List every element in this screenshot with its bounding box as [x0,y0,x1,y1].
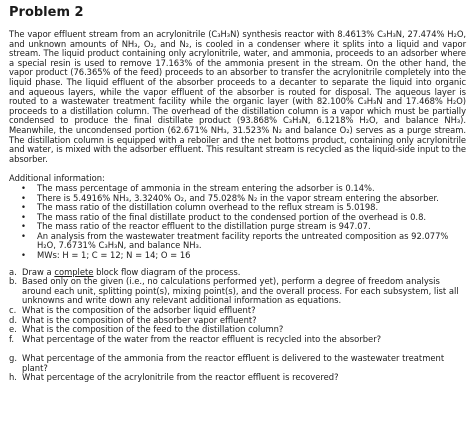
info-bullet-text: MWs: H = 1; C = 12; N = 14; O = 16 [37,250,191,261]
info-bullet-text: The mass ratio of the distillation column overhead to the reflux stream is 5.0198. [37,202,379,213]
info-bullet-text: The mass ratio of the final distillate product to the condensed portion of the overhead is 0.8. [37,211,427,222]
task-item [9,277,466,306]
task-item [9,335,466,345]
task-text: What is the composition of the absorber vapor effluent? [22,314,257,325]
task-marker: c. [9,305,17,316]
bullet-icon: • [21,221,26,232]
problem-statement: The vapor effluent stream from an acrylonitrile (C₃H₃N) synthesis reactor with 8.4613% C₃H₃N, 27.474% H₂O, and unknown amounts of NH₃, O₂, and N₂, is cooled in a condenser where it splits into a liquid and vapor stream. The liquid product containing only acrylonitrile, water, and ammonia, proceeds to an adsorber where a special resin is used to remove 17.163% of the ammonia present in the stream. On the other hand, the vapor product (76.365% of the feed) proceeds to an absorber to transfer the acrylonitrile completely into the liquid phase. The liquid effluent of the absorber proceeds to a decanter to separate the liquid into organic and aqueous layers, while the vapor effluent of the absorber is routed for disposal. The aqueous layer is routed to a wastewater treatment facility while the organic layer (with 82.100% C₃H₃N and 17.468% H₂O) proceeds to a distillation column. The overhead of the distillation column is a vapor which must be partially condensed to produce the final distillate product (93.868% C₃H₃N, 6.1218% H₂O, and balance NH₃). Meanwhile, the uncondensed portion (62.671% NH₃, 31.523% N₂ and balance O₂) serves as a purge stream. The distillation column is equipped with a reboiler and the net bottoms product, containing only acrylonitrile and water, is mixed with the adsorber effluent. This resultant stream is recycled as the liquid-side input to the absorber. [9,29,466,164]
task-text: What is the composition of the feed to the distillation column? [22,324,284,335]
task-text: What is the composition of the adsorber liquid effluent? [22,305,256,316]
info-bullet-text: The mass percentage of ammonia in the stream entering the adsorber is 0.14%. [37,182,375,193]
task-text: Draw a [22,266,55,277]
page-title: Problem 2 [9,5,84,20]
additional-info-list [9,184,466,261]
info-bullet-text: The mass ratio of the reactor effluent to the distillation purge stream is 947.07. [37,221,371,232]
info-bullet-text: There is 5.4916% NH₃, 3.3240% O₂, and 75.028% N₂ in the vapor stream entering the absorber. [37,192,439,203]
task-item [9,373,466,383]
task-item [9,354,466,373]
info-bullet-item [9,251,466,261]
task-marker: d. [9,314,17,325]
task-marker: b. [9,276,17,287]
bullet-icon: • [21,211,26,222]
bullet-icon: • [21,192,26,203]
bullet-icon: • [21,202,26,213]
bullet-icon: • [21,182,26,193]
task-text: What percentage of the acrylonitrile from the reactor effluent is recovered? [22,372,339,383]
bullet-icon: • [21,250,26,261]
info-bullet-item [9,232,466,251]
task-text-end: block flow diagram of the process. [93,266,241,277]
task-emphasis: complete [54,266,94,277]
task-marker: f. [9,333,15,344]
task-marker: a. [9,266,17,277]
task-marker: g. [9,353,17,363]
task-text: Based only on the given (i.e., no calculations performed yet), perform a degree of freedom analysis around each unit, splitting point(s), mixing point(s), and the overall process. For each subsystem, list all unknowns and write down any relevant additional information as equations. [22,276,459,306]
task-marker: e. [9,324,17,335]
additional-info-heading: Additional information: [9,173,105,184]
info-bullet-text: An analysis from the wastewater treatment facility reports the untreated composition as 92.077% H₂O, 7.6731% C₃H₃N, and balance NH₃. [37,230,449,251]
task-marker: h. [9,372,17,383]
task-text: What percentage of the ammonia from the reactor effluent is delivered to the wastewater treatment plant? [22,353,445,373]
task-list [9,268,466,383]
bullet-icon: • [21,230,26,241]
task-text: What percentage of the water from the reactor effluent is recycled into the absorber? [22,333,382,344]
